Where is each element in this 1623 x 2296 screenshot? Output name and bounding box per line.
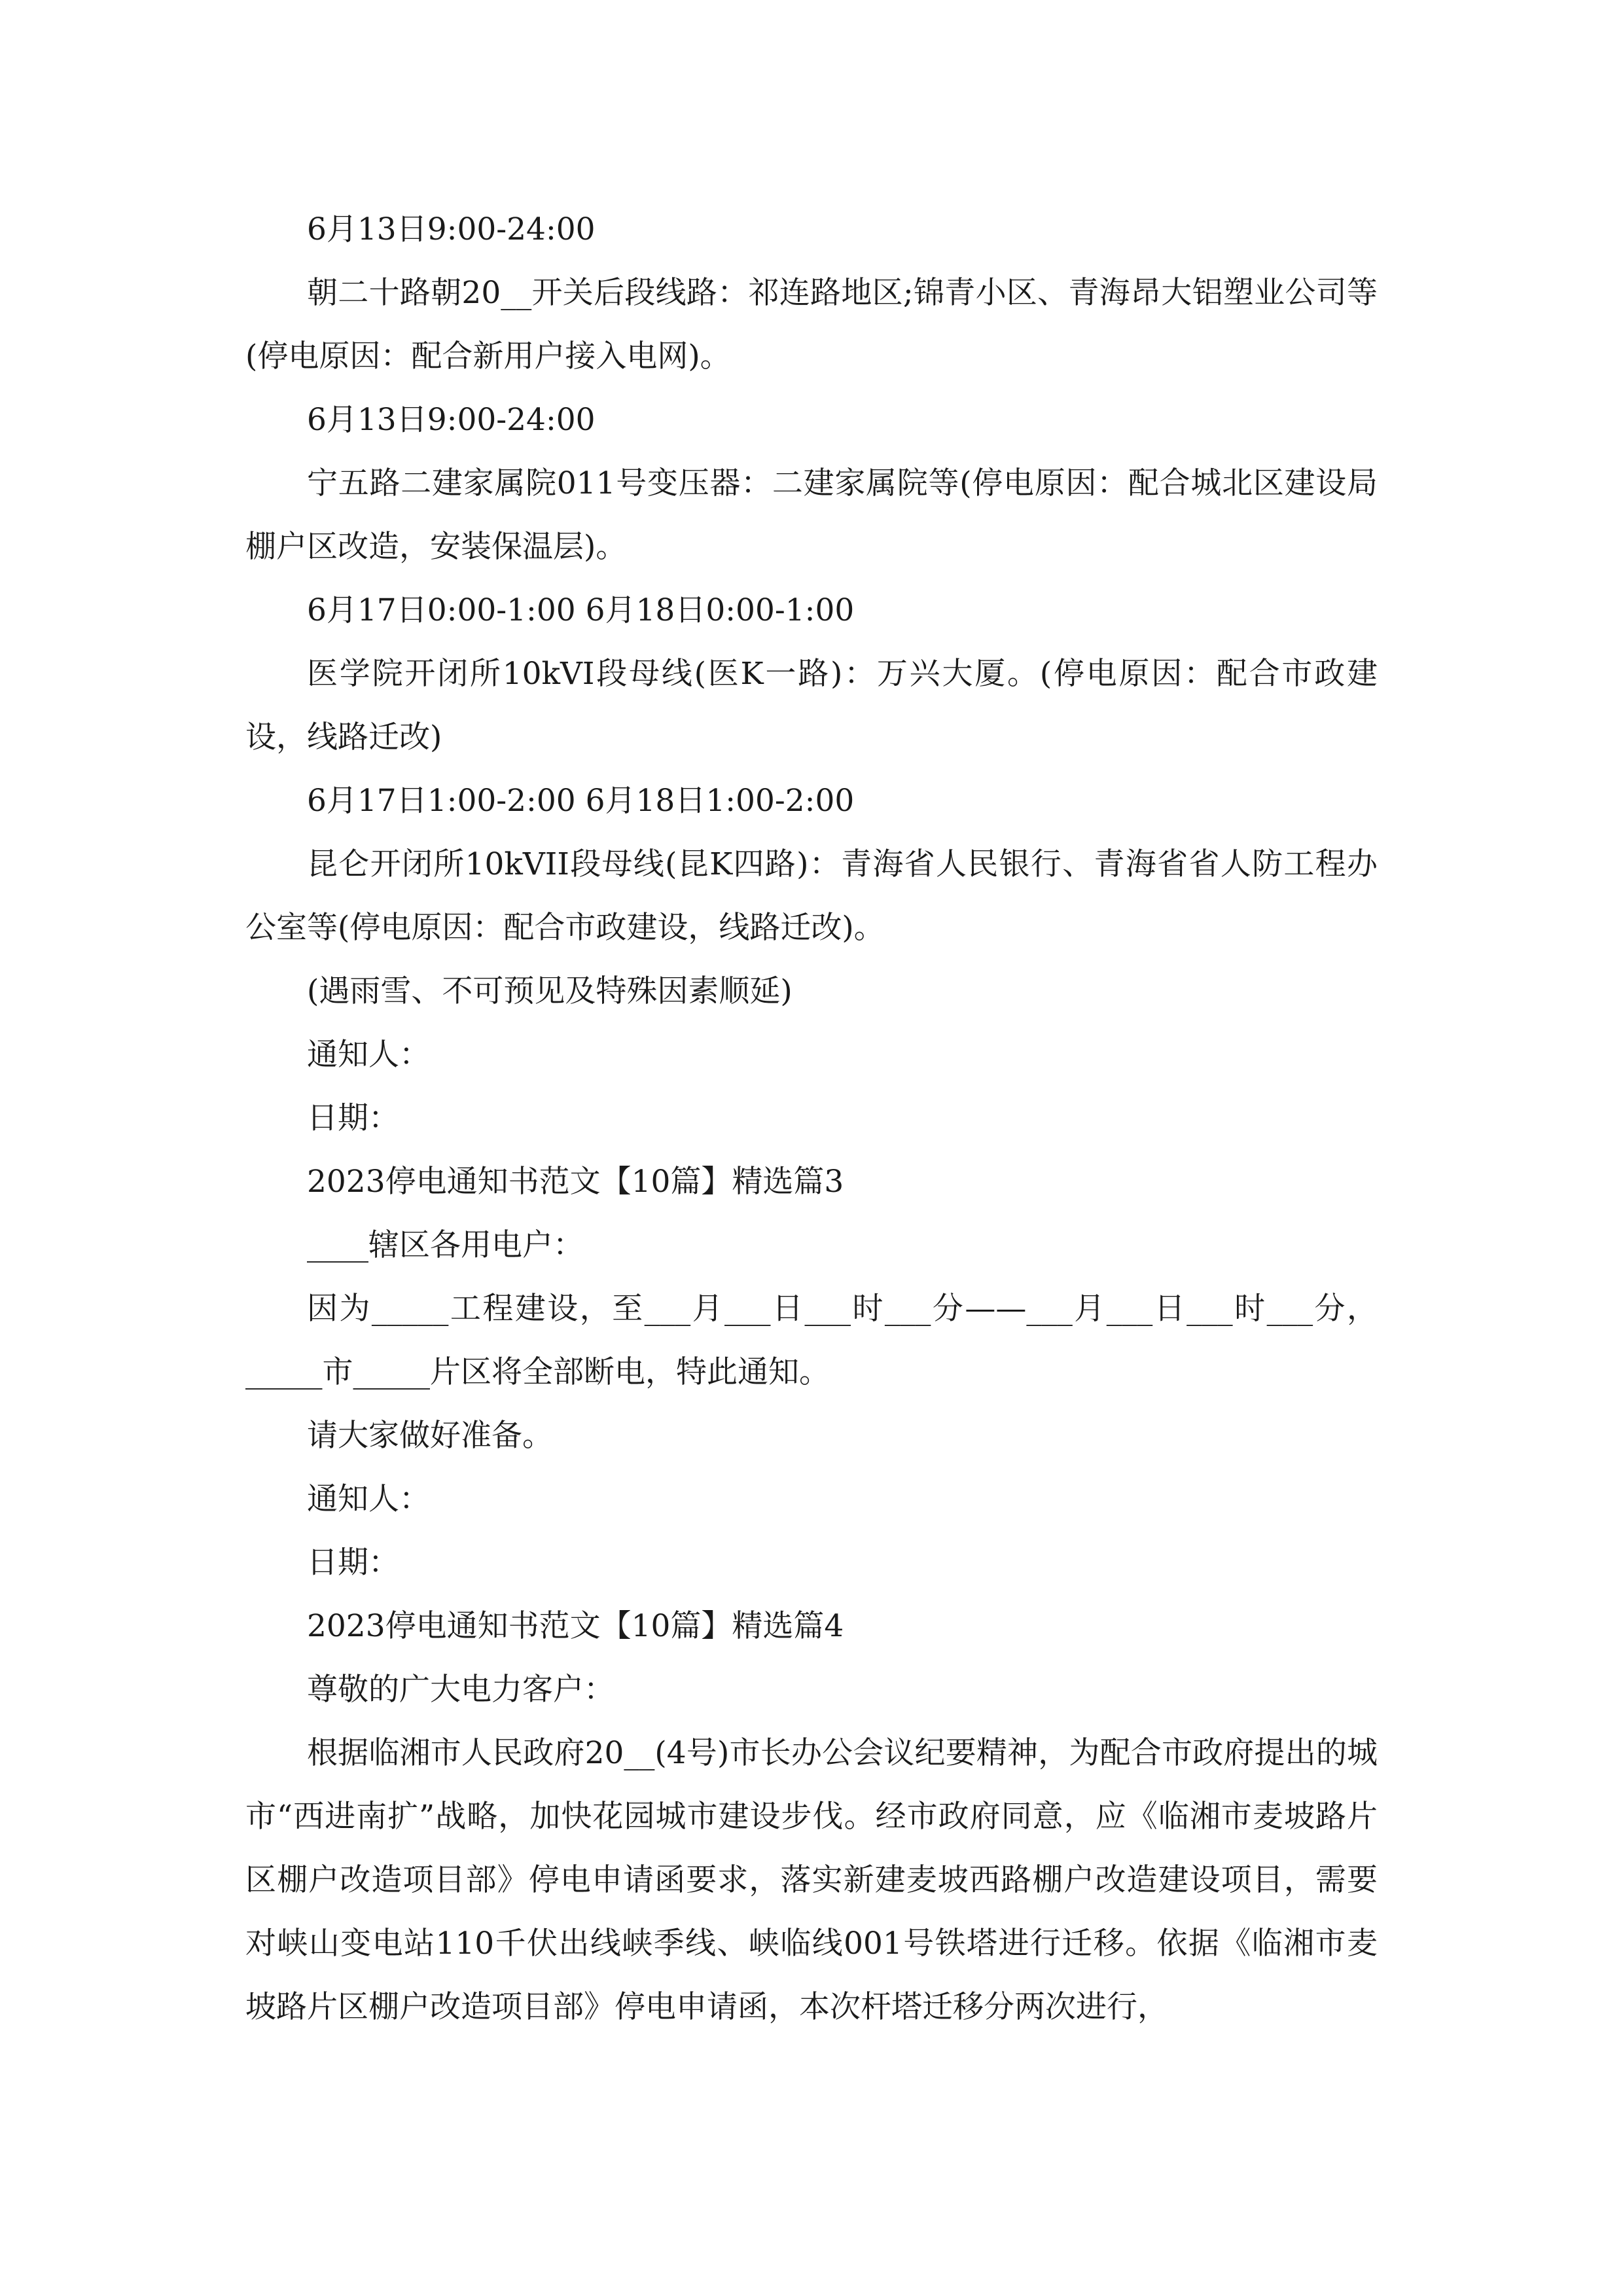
section-heading-3: 2023停电通知书范文【10篇】精选篇3 [307, 1164, 844, 1200]
document-body [245, 198, 1378, 2039]
paragraph-time-4: 6月17日1:00-2:00 6月18日1:00-2:00 [307, 783, 855, 819]
paragraph-line-4: 昆仑开闭所10kVII段母线(昆K四路)：青海省人民银行、青海省省人防工程办公室等(停电原因：配合市政建设，线路迁改)。 [245, 846, 1378, 946]
paragraph-notifier-2: 通知人： [307, 1481, 430, 1517]
paragraph-line-2: 宁五路二建家属院011号变压器：二建家属院等(停电原因：配合城北区建设局棚户区改造，安装保温层)。 [245, 465, 1378, 565]
paragraph-date-2: 日期： [307, 1545, 399, 1581]
paragraph-time-3: 6月17日0:00-1:00 6月18日0:00-1:00 [307, 592, 855, 628]
paragraph-notice-3: 因为_____工程建设，至___月___日___时___分——___月___日___时___分，_____市_____片区将全部断电，特此通知。 [245, 1291, 1378, 1390]
paragraph-notifier: 通知人： [307, 1037, 430, 1073]
paragraph-salutation-4: 尊敬的广大电力客户： [307, 1672, 615, 1708]
paragraph-line-1: 朝二十路朝20__开关后段线路：祁连路地区;锦青小区、青海昂大铝塑业公司等(停电原因：配合新用户接入电网)。 [245, 275, 1378, 374]
section-heading-4: 2023停电通知书范文【10篇】精选篇4 [307, 1608, 844, 1644]
paragraph-salutation-3: ____辖区各用电户： [307, 1227, 584, 1263]
paragraph-line-3: 医学院开闭所10kVI段母线(医K一路)：万兴大厦。(停电原因：配合市政建设，线路迁改) [245, 656, 1378, 755]
paragraph-postpone-note: (遇雨雪、不可预见及特殊因素顺延) [307, 973, 793, 1009]
paragraph-time-2: 6月13日9:00-24:00 [307, 402, 596, 438]
paragraph-time-1: 6月13日9:00-24:00 [307, 211, 596, 247]
paragraph-date: 日期： [307, 1100, 399, 1136]
paragraph-prepare: 请大家做好准备。 [307, 1418, 553, 1454]
paragraph-body-4: 根据临湘市人民政府20__(4号)市长办公会议纪要精神，为配合市政府提出的城市“西进南扩”战略，加快花园城市建设步伐。经市政府同意，应《临湘市麦坡路片区棚户改造项目部》停电申请函要求，落实新建麦坡西路棚户改造建设项目，需要对峡山变电站110千伏出线峡季线、峡临线001号铁塔进行迁移。依据《临湘市麦坡路片区棚户改造项目部》停电申请函，本次杆塔迁移分两次进行， [245, 1735, 1378, 2025]
